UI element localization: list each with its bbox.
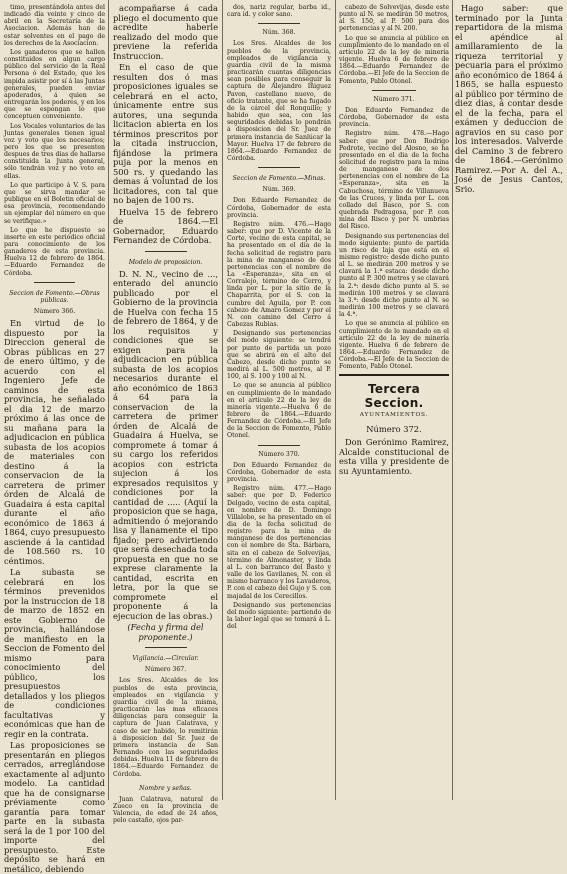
column-3 xyxy=(227,4,331,796)
notice-number: Número 367. xyxy=(144,666,187,674)
notice-number: Número 370. xyxy=(258,450,300,458)
paragraph: Lo que he dispuesto se inserte en este periódico oficial para conocimiento de los ganaderos de esta provincia. Huelva 12 de febrero de 1864.—Eduardo Fernandez de Córdoba. xyxy=(4,226,105,277)
section-rule xyxy=(339,374,449,376)
paragraph: dos, nariz regular, barba id., cara id. y color sano. xyxy=(227,4,331,19)
paragraph: La subasta se celebrará en los términos prevenidos por la instruccion de 18 de marzo de 1852 en este Gobierno de provincia, hallándose de manifiesto en la Seccion de Fomento del mismo para conocimiento del público, los presupuestos detallados y los pliegos de condiciones facultativas y económicas que han de regir en la contrata. xyxy=(4,567,105,739)
paragraph: timo, presentándola antes del indicado día veinte y cinco de abril en la Secretaría de la Asociacion. Además han de estar solventes en el pago de los derechos de la Asociacion. xyxy=(4,4,105,47)
paragraph: Don Eduardo Fernandez de Córdoba, Gobernador de esta provincia. xyxy=(227,197,331,219)
signature-note: (Fecha y firma del proponente.) xyxy=(127,622,204,642)
paragraph: Los Sres. Alcaldes de los pueblos de la provincia, empleados de vigilancia y guardia civil de la misma practicarán cuantas diligencias sean posibles para conseguir la captura de Alejandro Iñiguez Pavon, castellano nuevo, de oficio tratante, que se ha fugado de la cárcel del Ronquillo; y habido que sea, con las seguridades debidas lo pondrán á disposicion del Sr. Juez de primera instancia de Sanlúcar la Mayor. Huelva 17 de febrero de 1864.—Eduardo Fernandez de Córdoba. xyxy=(227,40,331,162)
notice-number: Núm. 369. xyxy=(262,186,296,194)
paragraph: Lo que se anuncia al público en cumplimiento de lo mandado en el artículo 22 de la ley de minería vigente. Huelva 6 de febrero de 1864.—Eduardo Fernandez de Córdoba.—El Jefe de la Seccion de Fomento, Pablo Otonel. xyxy=(339,34,449,85)
divider xyxy=(145,251,187,252)
paragraph: Lo que se anuncia al público en cumplimiento de lo mandado en el artículo 22 de la ley de minería vigente.—Huelva 6 de febrero de 1864.—Eduardo Fernandez de Córdoba.—El Jefe de la Seccion de Fomento, Pablo Otonel. xyxy=(227,382,331,440)
paragraph: Registro núm. 478.—Hago saber: que por Don Rodrigo Pedrote, vecino del Alosno, se ha presentado en el dia de la fecha solicitud de registro para la mina de manganeso de dos pertenencias con el nombre de La «Esperanza», sita en la Cabuchosa, término de Villanueva de las Cruces, y linda por L. con collado del Basco, por S. con quebrada Pedragosa, por P. con mina del Risco y por N. umbrias del Risco. xyxy=(339,130,449,231)
paragraph: Registro núm. 476.—Hago saber: que por D. Vicente de la Corte, vecino de esta capital, se ha presentado en el dia de la fecha solicitud de registro para la mina de manganeso de dos pertenencias con el nombre de La «Esperanza», sita en el Corralejo, término de Cerro, y linda por L. por la sitio de la Chaparrita, por el S. con la cumbre del Aguila, por P. con cabezo de Amaro Gomez y por el N. con camino del Cerro á Cabezas Rubias. xyxy=(227,220,331,329)
paragraph: En el caso de que resulten dos ó mas proposiciones iguales se celebrará en el acto, únicamente entre sus autores, una segunda licitacion abierta en los términos prescritos por la citada instruccion, fijándose la primera puja por la menos en 500 rs. y quedando las demas á voluntad de los licitadores, con tal que no bajen de 100 rs. xyxy=(113,62,218,205)
paragraph: D. N. N., vecino de ..., enterado del anuncio publicado por el Gobierno de la provincia de Huelva con fecha 15 de febrero de 1864, y de los requisitos y condiciones que se exigen para la adjudicacion en pública subasta de los acopios necesarios durante el año económico de 1863 á 64 para la conservacion de la carretera de primer órden de Alcalá de Guadaira á Huelva, se compromete á tomar á su cargo los referidos acopios con estricta sujecion á los expresados requisitos y condiciones por la cantidad de ..... (Aquí la proposicion que se haga, admitiendo ó mejorando lisa y llanamente el tipo fijado; pero advirtiendo que será desechada toda propuesta en que no se exprese claramente la cantidad, escrita en letra, por la que se compromete el proponente á la ejecucion de las obras.) xyxy=(113,268,218,621)
divider xyxy=(34,282,74,283)
column-5 xyxy=(455,4,563,796)
notice-number: Núm. 368. xyxy=(262,29,296,37)
column-rule xyxy=(222,0,223,800)
paragraph: Juan Calatrava, natural de Zueco en la provincia de Valencia, de edad de 24 años, pelo castaño, ojos par- xyxy=(113,795,218,825)
column-2 xyxy=(113,3,218,825)
section-subtitle: AYUNTAMIENTOS. xyxy=(359,411,429,418)
notice-number: Número 371. xyxy=(373,95,415,103)
paragraph: Las proposiciones se presentarán en pliegos cerrados, arreglándose exactamente al adjunto modelo. La cantidad que ha de consignarse préviamente como garantía para tomar parte en la subasta será la de 1 por 100 del importe del presupuesto. Este depósito se hará en metálico, debiendo xyxy=(4,740,105,874)
paragraph: Los Vocales voluntarios de las Juntas generales tienen igual voz y voto que los necesarios; pero los que se presenten despues de tres dias de hallarse constituida la Junta general, sólo tendrán voz y no voto en ellas. xyxy=(4,122,105,180)
column-rule xyxy=(452,0,453,800)
signature-line: Huelva 15 de febrero de 1864.—El Gobernador, Eduardo Fernandez de Córdoba. xyxy=(113,206,218,245)
divider xyxy=(258,445,300,446)
section-heading: Modelo de proposicion. xyxy=(128,258,203,266)
paragraph: Don Eduardo Fernandez de Córdoba, Gobernador de esta provincia. xyxy=(227,461,331,484)
section-heading: Seccion de Fomento.—Minas. xyxy=(232,175,326,183)
section-title: Tercera Seccion. xyxy=(364,381,424,410)
section-heading: Vigilancia.—Circular. xyxy=(132,655,199,663)
paragraph: cabezo de Solvevijas, desde este punto al N. se medirán 50 metros, al S. 150, al P. 500 para dos pertenencias y al N. 200. xyxy=(339,4,449,33)
paragraph: Los ganaderos que se hallen constituidos en algun cargo público del servicio de la Real Persona ó del Estado, que les impida asistir por sí á las Juntas generales, pueden enviar apoderados, á quien se entregarán los poderes, y en los que se espongan lo que conceptuen conveniente. xyxy=(4,48,105,121)
column-1 xyxy=(4,4,105,874)
paragraph: En virtud de lo dispuesto por la Direccion general de Obras públicas en 27 de enero último, y de acuerdo con el Ingeniero Jefe de caminos de esta provincia, he señalado el dia 12 de marzo próximo á las once de su mañana para la adjudicacion en pública subasta de los acopios de materiales con destino á la conservacion de la carretera de primer órden de Alcalá de Guadaira á esta capital durante el año económico de 1863 á 1864, cuyo presupuesto asciende á la cantidad de 108.560 rs. 10 céntimos. xyxy=(4,318,105,566)
paragraph: Don Eduardo Fernandez de Córdoba, Gobernador de esta provincia. xyxy=(339,106,449,129)
paragraph: Registro núm. 477.—Hago saber: que por D. Federico Delgado, vecino de esta capital, en nombre de D. Domingo Villalobo, se ha presentado en el dia de la fecha solicitud de registro para la mina de manganeso de dos pertenencias con el nombre de Sta. Bárbara, sita en el cabezo de Solvevijas, término de Almonaster, y linda al L. con barranco del Basto y valle de los Gavilanes, N. con el mismo barranco y los Lavaderos, P. con el cabezo del Gujo y S. con majadal de los Cerecillos. xyxy=(227,485,332,600)
column-4 xyxy=(339,4,449,796)
column-rule xyxy=(108,0,109,800)
section-heading: Seccion de Fomento.—Obras públicas. xyxy=(9,289,100,304)
paragraph: Hago saber: que terminado por la Junta repartidora de la misma el apéndice al amillaramiento de la riqueza territorial y pecuaria para el próximo año económico de 1864 á 1865, se halla espuesto al público por término de diez dias, á contar desde el de la fecha, para el exámen y deduccion de agravios en su caso por los interesados. Valverde del Camino 3 de febrero de 1864.—Gerónimo Ramirez.—Por A. del A., José de Jesus Cantos, Srio. xyxy=(455,3,563,194)
paragraph: Don Gerónimo Ramirez, Alcalde constitucional de esta villa y presidente de su Ayuntamiento. xyxy=(339,437,449,476)
paragraph: Designando sus pertenencias del modo siguiente: punto de partida un risco de laja que está en el mismo registro: desde dicho punto al L. se medirán 200 metros y se clavará la 1.ª estaca: desde dicho punto al P. 300 metros y se clavará la 2.ª: desde dicho punto al S. se medirán 100 metros y se clavará la 3.ª: desde dicho punto al N. se medirán 100 metros y se clavará la 4.ª. xyxy=(339,232,449,319)
divider xyxy=(258,167,300,168)
notice-number: Número 366. xyxy=(33,308,76,316)
paragraph: Designando sus pertenencias del modo siguiente: se tendrá por punto de partida un pozo que se abrirá en el alto del Cabezo, desde dicho punto se medirá al L. 500 metros, al P. 100, al S. 100 y 100 al N. xyxy=(227,330,331,381)
notice-number: Número 372. xyxy=(366,423,422,434)
paragraph: acompañarse á cada pliego el documento que acredite haberle realizado del modo que previene la referida Instruccion. xyxy=(113,3,218,61)
paragraph: Lo que se anuncia al público en cumplimiento de lo mandado en el artículo 22 de la ley de minería vigente. Huelva 6 de febrero de 1864.—Eduardo Fernandez de Córdoba.—El Jefe de la Seccion de Fomento, Pablo Otonel. xyxy=(339,320,449,371)
paragraph: Designando sus pertenencias del modo siguiente: partiendo de la labor legal que se tomará á L. del xyxy=(227,601,331,631)
paragraph: Lo que participo á V. S. para que se sirva mandar se publique en el Boletin oficial de esa provincia, recomendando un ejemplar del número en que se verifique.» xyxy=(4,181,105,225)
column-rule xyxy=(335,0,336,800)
divider xyxy=(372,90,416,91)
paragraph: Los Sres. Alcaldes de los pueblos de esta provincia, empleados en vigilancia y guardia civil de la misma, practicarán las mas eficaces diligencias para conseguir la captura de Juan Calatrava, y caso de ser habido, lo remitirán á disposicion del Sr. Juez de primera instancia de San Fernando con las seguridades debidas. Huelva 11 de febrero de 1864.—Eduardo Fernandez de Córdoba. xyxy=(113,677,218,778)
divider xyxy=(145,647,187,648)
divider xyxy=(258,23,300,24)
subheading: Nombre y señas. xyxy=(139,784,192,792)
